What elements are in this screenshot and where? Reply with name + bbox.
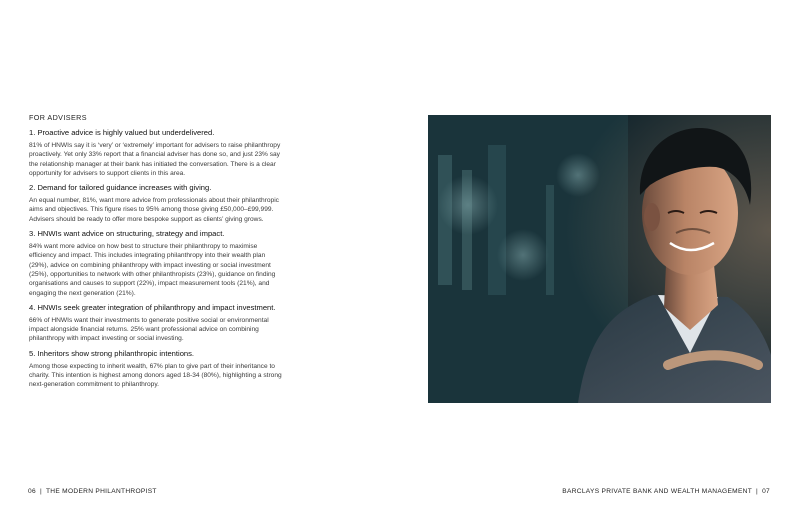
left-page-number: 06 <box>28 488 36 495</box>
right-page <box>400 0 800 518</box>
section-eyebrow: FOR ADVISERS <box>29 113 87 122</box>
footer-separator: | <box>39 488 42 495</box>
key-point-heading: 5. Inheritors show strong philanthropic intentions. <box>29 348 195 358</box>
key-point-body: 66% of HNWIs want their investments to generate positive social or environmental impact alongside financial returns. 25% want professional advice on combining philanthropy with impact investing or social investing. <box>29 316 269 343</box>
key-point-body: Among those expecting to inherit wealth, 67% plan to give part of their inheritance to charity. This intention is highest among donors aged 18-34 (80%), highlighting a strong next-generation commitment to philanthropy. <box>29 362 282 389</box>
key-point-4 <box>29 303 284 344</box>
publication-title: THE MODERN PHILANTHROPIST <box>45 488 157 495</box>
advisers-text-column <box>29 113 284 395</box>
left-footer <box>28 488 157 495</box>
right-footer <box>562 488 770 495</box>
key-point-1 <box>29 128 284 178</box>
key-point-2 <box>29 183 284 224</box>
key-point-body: An equal number, 81%, want more advice from professionals about their philanthropic aims and objectives. This figure rises to 95% among those giving £50,000–£99,999. Advisers should be ready to offer more bespoke support as clients’ giving grows. <box>29 197 279 223</box>
key-point-5 <box>29 349 284 390</box>
key-point-heading: 3. HNWIs want advice on structuring, strategy and impact. <box>29 229 225 239</box>
key-point-heading: 4. HNWIs seek greater integration of philanthropy and impact investment. <box>29 302 276 312</box>
key-point-heading: 2. Demand for tailored guidance increases with giving. <box>29 183 212 193</box>
key-point-heading: 1. Proactive advice is highly valued but underdelivered. <box>29 128 215 137</box>
portrait-photo <box>428 115 771 403</box>
brand-name: BARCLAYS PRIVATE BANK AND WEALTH MANAGEMENT <box>562 488 753 495</box>
key-point-body: 84% want more advice on how best to structure their philanthropy to maximise efficiency and impact. This includes integrating philanthropy into their wealth plan (29%), advice on combining philanthropy with impact investing or social investment (25%), opportunities to network with other philanthropists (23%), guidance on finding organisations and causes to support (22%), impact measurement tools (21%), and engaging the next generation (21%). <box>29 243 276 297</box>
key-point-3 <box>29 229 284 298</box>
portrait-illustration <box>428 115 771 403</box>
key-point-body: 81% of HNWIs say it is ‘very’ or ‘extremely’ important for advisers to raise philanthropy proactively. Yet only 33% report that a financial adviser has done so, and just 23% say the relationship manager at their bank has initiated the conversation. There is a clear opportunity for advisers to support clients in this area. <box>29 142 281 177</box>
footer-separator: | <box>756 488 759 495</box>
right-page-number: 07 <box>762 488 770 495</box>
